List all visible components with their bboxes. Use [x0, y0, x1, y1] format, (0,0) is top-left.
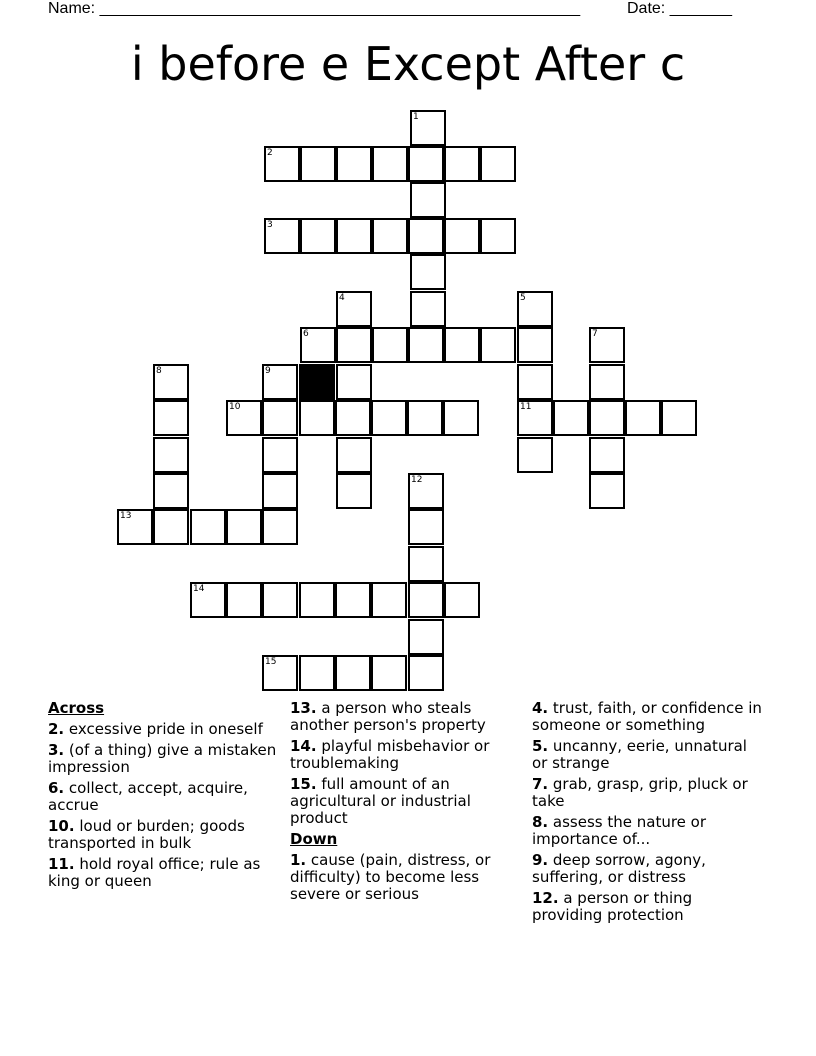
- clue-number: 8.: [532, 813, 549, 831]
- grid-cell[interactable]: [336, 218, 372, 254]
- grid-cell[interactable]: [262, 400, 298, 436]
- grid-cell[interactable]: [262, 582, 298, 618]
- grid-cell[interactable]: [336, 146, 372, 182]
- clue: [48, 856, 278, 890]
- clue-number: 1: [413, 112, 419, 122]
- grid-cell[interactable]: [408, 546, 444, 582]
- grid-cell[interactable]: [408, 473, 444, 509]
- clue-number: 15: [265, 657, 277, 667]
- clue: [290, 852, 520, 903]
- grid-cell[interactable]: [300, 146, 336, 182]
- grid-cell[interactable]: [517, 291, 553, 327]
- grid-cell[interactable]: [408, 509, 444, 545]
- grid-cell[interactable]: [153, 509, 189, 545]
- clue-number: 11: [520, 402, 532, 412]
- clue-number: 12: [411, 475, 423, 485]
- grid-cell[interactable]: [153, 364, 189, 400]
- clue-text: trust, faith, or confidence in someone or something: [532, 699, 762, 734]
- clue-number: 7: [592, 329, 598, 339]
- clue-text: hold royal office; rule as king or queen: [48, 855, 261, 890]
- grid-cell[interactable]: [335, 400, 371, 436]
- clue-text: collect, accept, acquire, accrue: [48, 779, 248, 814]
- clue: [532, 738, 762, 772]
- clue-number: 14: [193, 584, 205, 594]
- grid-cell[interactable]: [443, 400, 479, 436]
- across-clue-list: [48, 721, 278, 890]
- clue-number: 2.: [48, 720, 65, 738]
- clue-number: 12.: [532, 889, 559, 907]
- grid-cell[interactable]: [371, 582, 407, 618]
- down-clue-list-continued: [532, 700, 762, 924]
- grid-cell[interactable]: [190, 582, 226, 618]
- date-field[interactable]: Date: _______: [627, 0, 732, 17]
- page-title: i before e Except After c: [130, 37, 686, 91]
- grid-cell[interactable]: [335, 582, 371, 618]
- grid-cell[interactable]: [153, 473, 189, 509]
- grid-cell[interactable]: [372, 327, 408, 363]
- grid-cell[interactable]: [517, 364, 553, 400]
- clues-column-3: [532, 700, 762, 928]
- clue-number: 4: [339, 293, 345, 303]
- clue-number: 6: [303, 329, 309, 339]
- grid-cell[interactable]: [589, 400, 625, 436]
- grid-cell[interactable]: [408, 218, 444, 254]
- grid-cell[interactable]: [335, 655, 371, 691]
- grid-cell[interactable]: [444, 327, 480, 363]
- down-clue-list: [290, 852, 520, 903]
- clue-text: (of a thing) give a mistaken impression: [48, 741, 277, 776]
- clue: [48, 721, 278, 738]
- clue-number: 2: [267, 148, 273, 158]
- clue: [48, 742, 278, 776]
- grid-cell[interactable]: [117, 509, 153, 545]
- grid-cell[interactable]: [300, 218, 336, 254]
- grid-cell[interactable]: [371, 655, 407, 691]
- clue-number: 10.: [48, 817, 75, 835]
- grid-cell[interactable]: [589, 437, 625, 473]
- grid-cell[interactable]: [372, 146, 408, 182]
- grid-cell[interactable]: [553, 400, 589, 436]
- clue-number: 9: [265, 366, 271, 376]
- grid-cell[interactable]: [190, 509, 226, 545]
- clue-text: a person who steals another person's property: [290, 699, 486, 734]
- grid-cell[interactable]: [153, 437, 189, 473]
- clue-text: loud or burden; goods transported in bulk: [48, 817, 245, 852]
- grid-cell[interactable]: [517, 327, 553, 363]
- clues-column-2: [290, 700, 520, 907]
- clue-text: cause (pain, distress, or difficulty) to become less severe or serious: [290, 851, 491, 903]
- grid-cell[interactable]: [299, 655, 335, 691]
- grid-cell[interactable]: [408, 327, 444, 363]
- name-field[interactable]: Name: ______________________________________________________: [48, 0, 581, 17]
- clue-text: deep sorrow, agony, suffering, or distress: [532, 851, 706, 886]
- clue-number: 13: [120, 511, 132, 521]
- grid-cell[interactable]: [444, 582, 480, 618]
- grid-cell[interactable]: [299, 582, 335, 618]
- grid-cell[interactable]: [300, 327, 336, 363]
- grid-cell[interactable]: [589, 327, 625, 363]
- grid-cell[interactable]: [661, 400, 697, 436]
- clue-number: 5: [520, 293, 526, 303]
- down-heading: Down: [290, 830, 338, 848]
- clue-number: 14.: [290, 737, 317, 755]
- grid-cell[interactable]: [226, 400, 262, 436]
- clue-number: 15.: [290, 775, 317, 793]
- clue-text: a person or thing providing protection: [532, 889, 693, 924]
- grid-cell[interactable]: [410, 182, 446, 218]
- grid-cell[interactable]: [589, 473, 625, 509]
- grid-cell[interactable]: [262, 473, 298, 509]
- grid-cell[interactable]: [480, 327, 516, 363]
- grid-cell[interactable]: [371, 400, 407, 436]
- clue-text: playful misbehavior or troublemaking: [290, 737, 490, 772]
- grid-cell[interactable]: [410, 110, 446, 146]
- clue: [532, 890, 762, 924]
- clue-number: 1.: [290, 851, 307, 869]
- clue-text: uncanny, eerie, unnatural or strange: [532, 737, 747, 772]
- clue-text: grab, grasp, grip, pluck or take: [532, 775, 748, 810]
- grid-cell[interactable]: [444, 146, 480, 182]
- clue-number: 7.: [532, 775, 549, 793]
- grid-cell[interactable]: [336, 291, 372, 327]
- clues-column-1: [48, 700, 278, 894]
- clue: [48, 818, 278, 852]
- clue-text: excessive pride in oneself: [64, 720, 263, 738]
- grid-cell[interactable]: [625, 400, 661, 436]
- clue-number: 4.: [532, 699, 549, 717]
- grid-cell[interactable]: [336, 327, 372, 363]
- grid-cell[interactable]: [264, 146, 300, 182]
- grid-cell[interactable]: [408, 655, 444, 691]
- grid-cell[interactable]: [444, 218, 480, 254]
- grid-cell[interactable]: [480, 218, 516, 254]
- clue-number: 10: [229, 402, 241, 412]
- clue: [48, 780, 278, 814]
- grid-cell[interactable]: [589, 364, 625, 400]
- grid-cell[interactable]: [408, 619, 444, 655]
- clue-number: 6.: [48, 779, 65, 797]
- grid-cell[interactable]: [226, 509, 262, 545]
- clue-number: 13.: [290, 699, 317, 717]
- clue-number: 9.: [532, 851, 549, 869]
- clue-number: 11.: [48, 855, 75, 873]
- grid-cell[interactable]: [517, 437, 553, 473]
- grid-cell[interactable]: [408, 582, 444, 618]
- clue: [290, 700, 520, 734]
- grid-cell[interactable]: [336, 437, 372, 473]
- grid-cell[interactable]: [408, 146, 444, 182]
- grid-cell[interactable]: [336, 473, 372, 509]
- clue-number: 3.: [48, 741, 65, 759]
- clue-number: 5.: [532, 737, 549, 755]
- grid-cell[interactable]: [517, 400, 553, 436]
- clue: [532, 852, 762, 886]
- clue: [532, 814, 762, 848]
- grid-cell[interactable]: [264, 218, 300, 254]
- grid-cell[interactable]: [262, 655, 298, 691]
- grid-cell[interactable]: [262, 437, 298, 473]
- grid-cell[interactable]: [410, 254, 446, 290]
- clue: [532, 776, 762, 810]
- across-clue-list-continued: [290, 700, 520, 827]
- across-heading: Across: [48, 699, 105, 717]
- clue: [290, 776, 520, 827]
- grid-cell[interactable]: [336, 364, 372, 400]
- clue: [532, 700, 762, 734]
- grid-cell[interactable]: [407, 400, 443, 436]
- grid-cell[interactable]: [410, 291, 446, 327]
- clue-text: assess the nature or importance of...: [532, 813, 707, 848]
- grid-cell[interactable]: [262, 364, 298, 400]
- clue-number: 3: [267, 220, 273, 230]
- clue-number: 8: [156, 366, 162, 376]
- grid-cell[interactable]: [372, 218, 408, 254]
- grid-cell[interactable]: [299, 400, 335, 436]
- clue: [290, 738, 520, 772]
- black-cell: [299, 364, 335, 400]
- grid-cell[interactable]: [226, 582, 262, 618]
- grid-cell[interactable]: [153, 400, 189, 436]
- clue-text: full amount of an agricultural or industrial product: [290, 775, 471, 827]
- grid-cell[interactable]: [480, 146, 516, 182]
- grid-cell[interactable]: [262, 509, 298, 545]
